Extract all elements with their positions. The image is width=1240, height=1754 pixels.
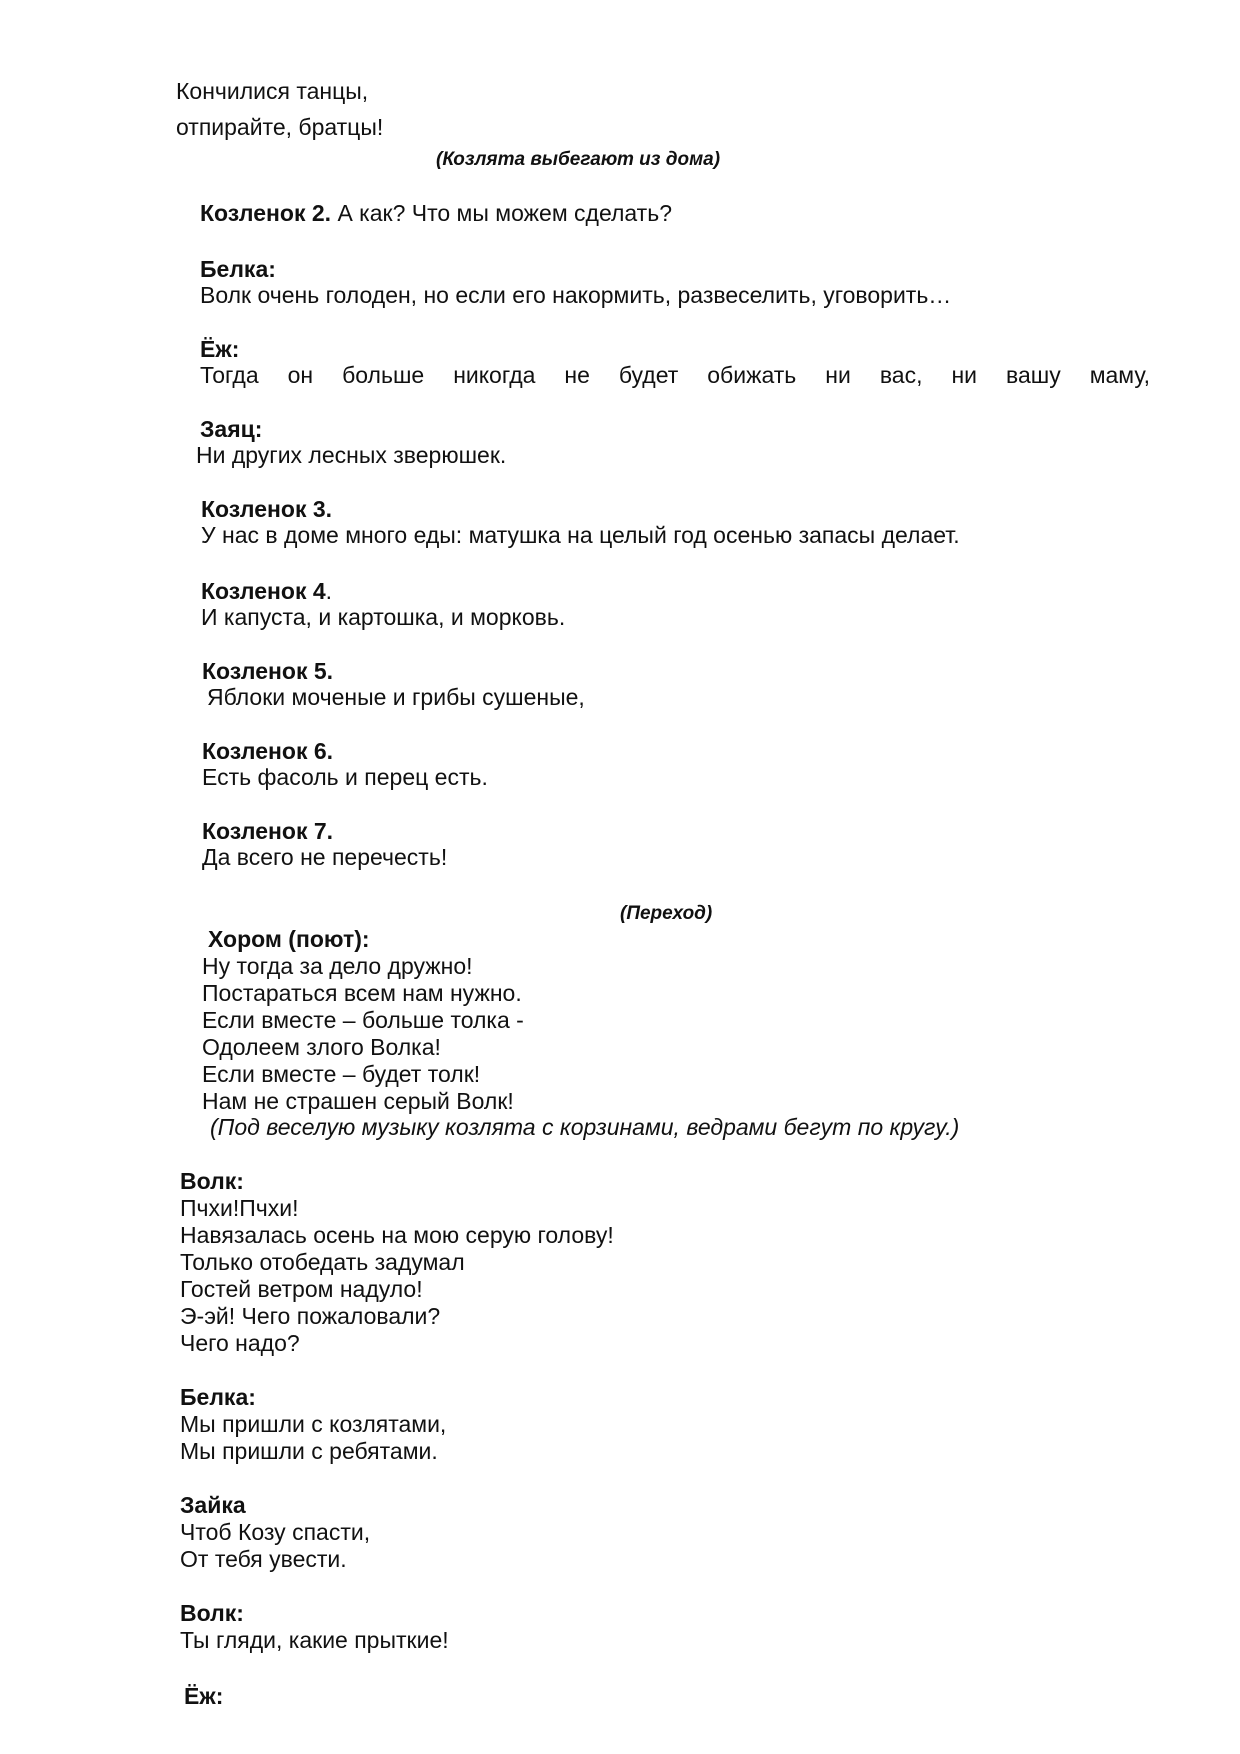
squirrel2-line: Мы пришли с ребятами. xyxy=(180,1438,438,1464)
speaker-kid5: Козленок 5. xyxy=(202,658,334,684)
wolf1-line: Пчхи!Пчхи! xyxy=(180,1195,299,1221)
speaker-squirrel-2: Белка: xyxy=(180,1384,256,1410)
word: будет xyxy=(618,362,679,388)
kid4-dot: . xyxy=(325,578,333,604)
word: не xyxy=(564,362,590,388)
speaker-hedgehog-2: Ёж: xyxy=(184,1683,224,1709)
hare-text: Ни других лесных зверюшек. xyxy=(196,442,507,468)
word: ни xyxy=(951,362,978,388)
word: вас, xyxy=(879,362,923,388)
word: маму, xyxy=(1089,362,1150,388)
kid4-text: И капуста, и картошка, и морковь. xyxy=(201,604,566,630)
bunny-line: Чтоб Козу спасти, xyxy=(180,1519,371,1545)
squirrel1-text: Волк очень голоден, но если его накормить, развеселить, уговорить… xyxy=(200,282,952,308)
speaker-kid6: Козленок 6. xyxy=(202,738,334,764)
chorus-line: Постараться всем нам нужно. xyxy=(202,980,522,1006)
wolf1-line: Чего надо? xyxy=(180,1330,300,1356)
intro-line-1: Кончилися танцы, xyxy=(176,78,369,104)
speaker-kid3: Козленок 3. xyxy=(201,496,333,522)
speaker-wolf-2: Волк: xyxy=(180,1600,244,1626)
speaker-wolf-1: Волк: xyxy=(180,1168,244,1194)
stage-direction-transition: (Переход) xyxy=(620,903,713,924)
kid2-text: А как? Что мы можем сделать? xyxy=(337,200,672,226)
speaker-hedgehog-1: Ёж: xyxy=(200,336,240,362)
chorus-line: Ну тогда за дело дружно! xyxy=(202,953,473,979)
bunny-line: От тебя увести. xyxy=(180,1546,347,1572)
wolf1-line: Э-эй! Чего пожаловали? xyxy=(180,1303,441,1329)
kid7-text: Да всего не перечесть! xyxy=(202,844,448,870)
stage-direction-music: (Под веселую музыку козлята с корзинами, ведрами бегут по кругу.) xyxy=(210,1114,960,1140)
speaker-kid7: Козленок 7. xyxy=(202,818,334,844)
intro-line-2: отпирайте, братцы! xyxy=(176,114,384,140)
speaker-squirrel-1: Белка: xyxy=(200,256,276,282)
wolf1-line: Только отобедать задумал xyxy=(180,1249,465,1275)
hedgehog1-text xyxy=(200,362,1150,389)
wolf2-line: Ты гляди, какие прыткие! xyxy=(180,1627,449,1653)
word: больше xyxy=(342,362,425,388)
speaker-hare: Заяц: xyxy=(200,416,263,442)
kid4-speaker-line xyxy=(201,578,332,605)
wolf1-line: Гостей ветром надуло! xyxy=(180,1276,423,1302)
speaker-chorus: Хором (поют): xyxy=(208,926,370,952)
chorus-line: Если вместе – больше толка - xyxy=(202,1007,524,1033)
chorus-line: Нам не страшен серый Волк! xyxy=(202,1088,514,1114)
word: никогда xyxy=(453,362,536,388)
kid3-text: У нас в доме много еды: матушка на целый год осенью запасы делает. xyxy=(201,522,960,548)
word: обижать xyxy=(707,362,797,388)
word: Тогда xyxy=(200,362,259,388)
squirrel2-line: Мы пришли с козлятами, xyxy=(180,1411,447,1437)
kid6-text: Есть фасоль и перец есть. xyxy=(202,764,488,790)
word: вашу xyxy=(1006,362,1061,388)
stage-direction-kids-run-out: (Козлята выбегают из дома) xyxy=(436,149,721,170)
chorus-line: Если вместе – будет толк! xyxy=(202,1061,481,1087)
speaker-kid4: Козленок 4 xyxy=(201,578,326,604)
word: он xyxy=(287,362,314,388)
word: ни xyxy=(825,362,851,388)
speaker-kid2: Козленок 2. xyxy=(200,200,332,226)
speaker-bunny: Зайка xyxy=(180,1492,246,1518)
chorus-line: Одолеем злого Волка! xyxy=(202,1034,441,1060)
kid2-line xyxy=(200,200,672,227)
wolf1-line: Навязалась осень на мою серую голову! xyxy=(180,1222,614,1248)
kid5-text: Яблоки моченые и грибы сушеные, xyxy=(207,684,585,710)
